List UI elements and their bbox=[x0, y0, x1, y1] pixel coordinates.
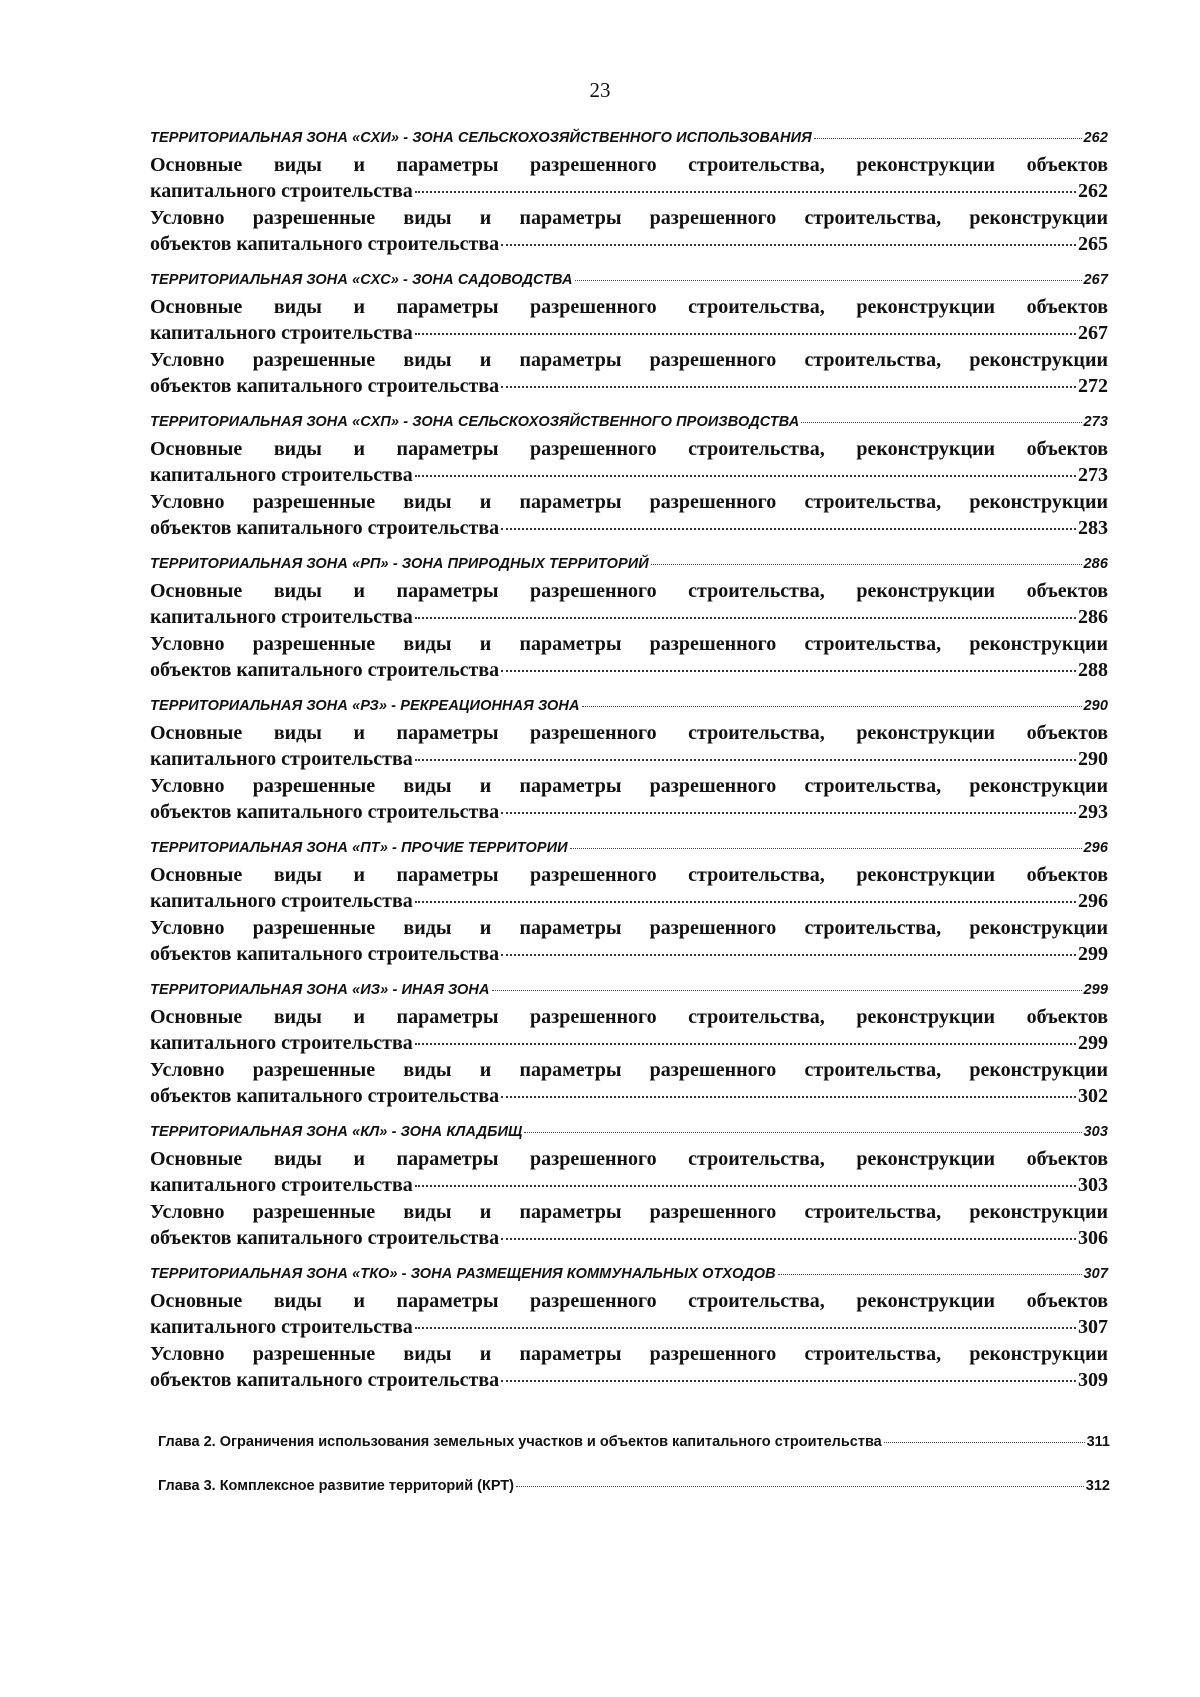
conditional-uses-page: 299 bbox=[1078, 943, 1108, 965]
zone-heading-link[interactable] bbox=[150, 556, 1108, 578]
conditional-uses-page: 288 bbox=[1078, 659, 1108, 681]
conditional-uses-page: 265 bbox=[1078, 233, 1108, 255]
zone-heading: ТЕРРИТОРИАЛЬНАЯ ЗОНА «ПТ» - ПРОЧИЕ ТЕРРИТОРИИ bbox=[150, 840, 568, 856]
zone-heading-link[interactable] bbox=[150, 272, 1108, 294]
conditional-uses-link[interactable] bbox=[150, 1199, 1108, 1252]
conditional-uses-page: 283 bbox=[1078, 517, 1108, 539]
chapter-2-title: Глава 2. Ограничения использования земельных участков и объектов капитального строительства bbox=[158, 1434, 882, 1450]
main-uses-page: 267 bbox=[1078, 322, 1108, 344]
conditional-uses-page: 306 bbox=[1078, 1227, 1108, 1249]
conditional-uses-line1: Условно разрешенные виды и параметры разрешенного строительства, реконструкции bbox=[150, 207, 1108, 229]
zone-heading: ТЕРРИТОРИАЛЬНАЯ ЗОНА «ИЗ» - ИНАЯ ЗОНА bbox=[150, 982, 490, 998]
main-uses-line1: Основные виды и параметры разрешенного строительства, реконструкции объектов bbox=[150, 722, 1108, 744]
conditional-uses-page: 272 bbox=[1078, 375, 1108, 397]
conditional-uses-line1: Условно разрешенные виды и параметры разрешенного строительства, реконструкции bbox=[150, 1201, 1108, 1223]
toc-zone-entry bbox=[150, 982, 1108, 1110]
zone-heading: ТЕРРИТОРИАЛЬНАЯ ЗОНА «СХП» - ЗОНА СЕЛЬСКОХОЗЯЙСТВЕННОГО ПРОИЗВОДСТВА bbox=[150, 414, 800, 430]
chapter-3-title: Глава 3. Комплексное развитие территорий (КРТ) bbox=[158, 1478, 514, 1494]
toc-chapter-3[interactable] bbox=[158, 1478, 1110, 1500]
conditional-uses-link[interactable] bbox=[150, 205, 1108, 258]
conditional-uses-line1: Условно разрешенные виды и параметры разрешенного строительства, реконструкции bbox=[150, 917, 1108, 939]
main-uses-line1: Основные виды и параметры разрешенного строительства, реконструкции объектов bbox=[150, 1006, 1108, 1028]
dot-leader bbox=[501, 812, 1076, 814]
dot-leader bbox=[501, 244, 1076, 246]
main-uses-line1: Основные виды и параметры разрешенного строительства, реконструкции объектов bbox=[150, 296, 1108, 318]
conditional-uses-link[interactable] bbox=[150, 1341, 1108, 1394]
conditional-uses-line2: объектов капитального строительства bbox=[150, 233, 500, 255]
conditional-uses-link[interactable] bbox=[150, 773, 1108, 826]
main-uses-line2: капитального строительства bbox=[150, 890, 413, 912]
dot-leader bbox=[575, 280, 1082, 281]
dot-leader bbox=[501, 1238, 1076, 1240]
dot-leader bbox=[651, 564, 1082, 565]
dot-leader bbox=[415, 1327, 1076, 1329]
conditional-uses-line2: объектов капитального строительства bbox=[150, 1085, 500, 1107]
conditional-uses-line2: объектов капитального строительства bbox=[150, 801, 500, 823]
main-uses-line2: капитального строительства bbox=[150, 322, 413, 344]
dot-leader bbox=[778, 1274, 1082, 1275]
dot-leader bbox=[582, 706, 1082, 707]
main-uses-line2: капитального строительства bbox=[150, 748, 413, 770]
dot-leader bbox=[801, 422, 1081, 423]
page-number: 23 bbox=[589, 78, 611, 102]
main-uses-page: 290 bbox=[1078, 748, 1108, 770]
zone-heading: ТЕРРИТОРИАЛЬНАЯ ЗОНА «РП» - ЗОНА ПРИРОДНЫХ ТЕРРИТОРИЙ bbox=[150, 556, 649, 572]
main-uses-link[interactable] bbox=[150, 720, 1108, 773]
zone-heading-page: 290 bbox=[1083, 698, 1108, 714]
toc-chapter-2[interactable] bbox=[158, 1434, 1110, 1456]
dot-leader bbox=[415, 617, 1076, 619]
conditional-uses-line1: Условно разрешенные виды и параметры разрешенного строительства, реконструкции bbox=[150, 349, 1108, 371]
conditional-uses-line2: объектов капитального строительства bbox=[150, 375, 500, 397]
dot-leader bbox=[415, 1043, 1076, 1045]
zone-heading-link[interactable] bbox=[150, 130, 1108, 152]
table-of-contents bbox=[150, 130, 1108, 1408]
main-uses-page: 273 bbox=[1078, 464, 1108, 486]
conditional-uses-link[interactable] bbox=[150, 489, 1108, 542]
dot-leader bbox=[415, 475, 1076, 477]
main-uses-line2: капитального строительства bbox=[150, 1174, 413, 1196]
dot-leader bbox=[415, 1185, 1076, 1187]
main-uses-line1: Основные виды и параметры разрешенного строительства, реконструкции объектов bbox=[150, 438, 1108, 460]
zone-heading: ТЕРРИТОРИАЛЬНАЯ ЗОНА «СХИ» - ЗОНА СЕЛЬСКОХОЗЯЙСТВЕННОГО ИСПОЛЬЗОВАНИЯ bbox=[150, 130, 812, 146]
dot-leader bbox=[814, 138, 1082, 139]
chapter-3-page: 312 bbox=[1085, 1478, 1110, 1494]
main-uses-page: 262 bbox=[1078, 180, 1108, 202]
toc-zone-entry bbox=[150, 556, 1108, 684]
conditional-uses-line2: объектов капитального строительства bbox=[150, 943, 500, 965]
main-uses-line2: капитального строительства bbox=[150, 464, 413, 486]
conditional-uses-line1: Условно разрешенные виды и параметры разрешенного строительства, реконструкции bbox=[150, 491, 1108, 513]
conditional-uses-line1: Условно разрешенные виды и параметры разрешенного строительства, реконструкции bbox=[150, 1343, 1108, 1365]
main-uses-line1: Основные виды и параметры разрешенного строительства, реконструкции объектов bbox=[150, 1290, 1108, 1312]
dot-leader bbox=[501, 528, 1076, 530]
main-uses-page: 307 bbox=[1078, 1316, 1108, 1338]
zone-heading-page: 296 bbox=[1083, 840, 1108, 856]
main-uses-link[interactable] bbox=[150, 152, 1108, 205]
main-uses-link[interactable] bbox=[150, 436, 1108, 489]
main-uses-page: 303 bbox=[1078, 1174, 1108, 1196]
toc-zone-entry bbox=[150, 698, 1108, 826]
dot-leader bbox=[524, 1132, 1081, 1133]
dot-leader bbox=[415, 901, 1076, 903]
zone-heading-link[interactable] bbox=[150, 698, 1108, 720]
main-uses-link[interactable] bbox=[150, 1146, 1108, 1199]
conditional-uses-line2: объектов капитального строительства bbox=[150, 517, 500, 539]
toc-zone-entry bbox=[150, 840, 1108, 968]
zone-heading-link[interactable] bbox=[150, 414, 1108, 436]
conditional-uses-line1: Условно разрешенные виды и параметры разрешенного строительства, реконструкции bbox=[150, 775, 1108, 797]
main-uses-line1: Основные виды и параметры разрешенного строительства, реконструкции объектов bbox=[150, 580, 1108, 602]
main-uses-link[interactable] bbox=[150, 1004, 1108, 1057]
zone-heading-page: 299 bbox=[1083, 982, 1108, 998]
zone-heading-page: 267 bbox=[1083, 272, 1108, 288]
main-uses-line1: Основные виды и параметры разрешенного строительства, реконструкции объектов bbox=[150, 1148, 1108, 1170]
main-uses-link[interactable] bbox=[150, 1288, 1108, 1341]
dot-leader bbox=[570, 848, 1082, 849]
main-uses-line2: капитального строительства bbox=[150, 1032, 413, 1054]
toc-zone-entry bbox=[150, 1124, 1108, 1252]
toc-zone-entry bbox=[150, 1266, 1108, 1394]
zone-heading-link[interactable] bbox=[150, 982, 1108, 1004]
dot-leader bbox=[501, 670, 1076, 672]
conditional-uses-link[interactable] bbox=[150, 347, 1108, 400]
zone-heading: ТЕРРИТОРИАЛЬНАЯ ЗОНА «ТКО» - ЗОНА РАЗМЕЩЕНИЯ КОММУНАЛЬНЫХ ОТХОДОВ bbox=[150, 1266, 776, 1282]
main-uses-line1: Основные виды и параметры разрешенного строительства, реконструкции объектов bbox=[150, 864, 1108, 886]
chapter-2-page: 311 bbox=[1086, 1434, 1110, 1450]
toc-zone-entry bbox=[150, 130, 1108, 258]
main-uses-line2: капитального строительства bbox=[150, 1316, 413, 1338]
zone-heading-page: 307 bbox=[1083, 1266, 1108, 1282]
dot-leader bbox=[415, 759, 1076, 761]
dot-leader bbox=[884, 1442, 1085, 1443]
dot-leader bbox=[415, 333, 1076, 335]
zone-heading-page: 286 bbox=[1083, 556, 1108, 572]
main-uses-link[interactable] bbox=[150, 862, 1108, 915]
main-uses-page: 299 bbox=[1078, 1032, 1108, 1054]
zone-heading-link[interactable] bbox=[150, 1266, 1108, 1288]
dot-leader bbox=[501, 1096, 1076, 1098]
dot-leader bbox=[501, 954, 1076, 956]
dot-leader bbox=[415, 191, 1076, 193]
toc-zone-entry bbox=[150, 272, 1108, 400]
dot-leader bbox=[501, 1380, 1076, 1382]
main-uses-line2: капитального строительства bbox=[150, 606, 413, 628]
zone-heading: ТЕРРИТОРИАЛЬНАЯ ЗОНА «СХС» - ЗОНА САДОВОДСТВА bbox=[150, 272, 573, 288]
main-uses-link[interactable] bbox=[150, 294, 1108, 347]
conditional-uses-page: 302 bbox=[1078, 1085, 1108, 1107]
conditional-uses-link[interactable] bbox=[150, 1057, 1108, 1110]
main-uses-line1: Основные виды и параметры разрешенного строительства, реконструкции объектов bbox=[150, 154, 1108, 176]
zone-heading: ТЕРРИТОРИАЛЬНАЯ ЗОНА «РЗ» - РЕКРЕАЦИОННАЯ ЗОНА bbox=[150, 698, 580, 714]
zone-heading-link[interactable] bbox=[150, 840, 1108, 862]
conditional-uses-line1: Условно разрешенные виды и параметры разрешенного строительства, реконструкции bbox=[150, 1059, 1108, 1081]
conditional-uses-line2: объектов капитального строительства bbox=[150, 659, 500, 681]
zone-heading: ТЕРРИТОРИАЛЬНАЯ ЗОНА «КЛ» - ЗОНА КЛАДБИЩ bbox=[150, 1124, 523, 1140]
conditional-uses-line2: объектов капитального строительства bbox=[150, 1227, 500, 1249]
conditional-uses-page: 309 bbox=[1078, 1369, 1108, 1391]
zone-heading-link[interactable] bbox=[150, 1124, 1108, 1146]
main-uses-page: 286 bbox=[1078, 606, 1108, 628]
main-uses-page: 296 bbox=[1078, 890, 1108, 912]
conditional-uses-link[interactable] bbox=[150, 915, 1108, 968]
conditional-uses-link[interactable] bbox=[150, 631, 1108, 684]
dot-leader bbox=[516, 1486, 1084, 1487]
conditional-uses-line1: Условно разрешенные виды и параметры разрешенного строительства, реконструкции bbox=[150, 633, 1108, 655]
zone-heading-page: 303 bbox=[1083, 1124, 1108, 1140]
dot-leader bbox=[501, 386, 1076, 388]
main-uses-link[interactable] bbox=[150, 578, 1108, 631]
toc-zone-entry bbox=[150, 414, 1108, 542]
conditional-uses-page: 293 bbox=[1078, 801, 1108, 823]
dot-leader bbox=[492, 990, 1082, 991]
main-uses-line2: капитального строительства bbox=[150, 180, 413, 202]
conditional-uses-line2: объектов капитального строительства bbox=[150, 1369, 500, 1391]
zone-heading-page: 273 bbox=[1083, 414, 1108, 430]
zone-heading-page: 262 bbox=[1083, 130, 1108, 146]
